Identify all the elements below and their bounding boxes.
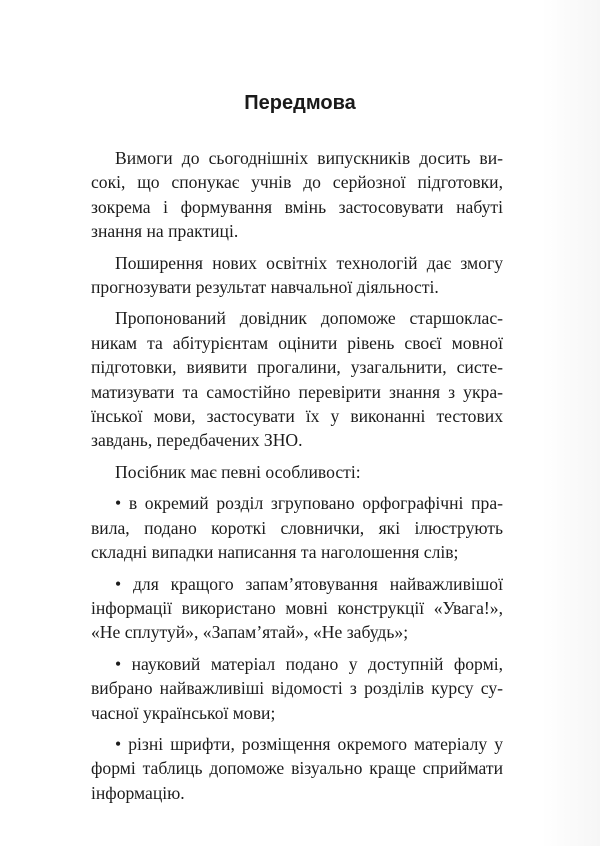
bullet-item: • різні шрифти, розміщення окремого матеріалу у формі таблиць допоможе візуально краще сприймати інформацію.	[91, 733, 503, 803]
bullet-item: • для кращого запам’ятовування найважливішої інформації використано мовні конструкції «Увага!», «Не сплутуй», «Запам’ятай», «Не забудь»;	[91, 573, 503, 643]
paragraph: Поширення нових освітніх технологій дає змогу прогнозувати результат навчальної діяльності.	[91, 252, 503, 298]
paragraph: Пропонований довідник допоможе старшокласникам та абітурієнтам оцінити рівень своєї мовної підготовки, виявити прогалини, узагальнити, систематизувати та самостійно перевірити знання з української мови, застосувати їх у виконанні тестових завдань, передбачених ЗНО.	[91, 308, 503, 451]
paragraph: Вимоги до сьогоднішніх випускників досить високі, що спонукає учнів до серйозної підготовки, зокрема і формування вмінь застосовувати набуті знання на практиці.	[91, 148, 503, 242]
preface-text	[91, 146, 503, 812]
page-edge-shadow	[540, 0, 600, 846]
page-title: Передмова	[244, 92, 356, 114]
bullet-item: • в окремий розділ згруповано орфографічні правила, подано короткі словнички, які ілюструють складні випадки написання та наголошення слів;	[91, 493, 503, 563]
paragraph: Посібник має певні особливості:	[115, 461, 361, 482]
bullet-item: • науковий матеріал подано у доступній формі, вибрано найважливіші відомості з розділів курсу сучасної української мови;	[91, 653, 503, 723]
